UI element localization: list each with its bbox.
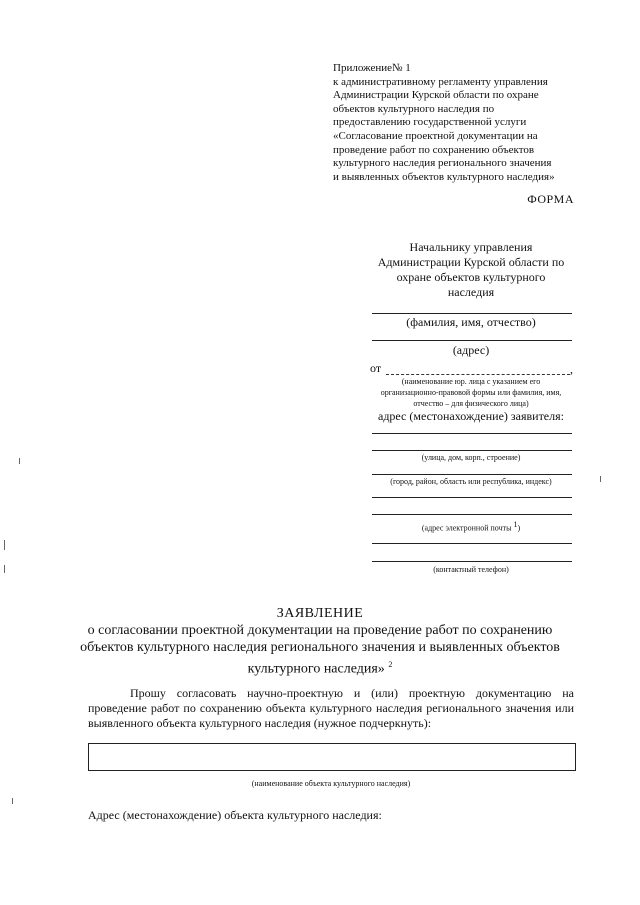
applicant-caption: (наименование юр. лица с указанием его организационно-правовой формы или фамилия, имя, отчество – для физического лица)	[380, 377, 562, 408]
appendix-line: и выявленных объектов культурного наследия»	[333, 170, 555, 183]
addressee-line: Начальнику управления	[409, 240, 533, 254]
address-caption: (адрес)	[452, 343, 490, 357]
city-field-line[interactable]	[372, 474, 572, 475]
appendix-line: объектов культурного наследия по	[333, 102, 495, 115]
statement-subtitle	[80, 622, 560, 678]
appendix-line: «Согласование проектной документации на	[333, 129, 538, 142]
fio-field-line[interactable]	[372, 313, 572, 314]
address-field-line[interactable]	[372, 340, 572, 341]
email-field-line[interactable]	[372, 514, 572, 515]
subtitle-footnote-marker: 2	[388, 660, 393, 669]
extra-field-line[interactable]	[372, 497, 572, 498]
applicant-field-line[interactable]	[386, 374, 570, 375]
appendix-header	[333, 62, 583, 184]
scan-mark	[12, 798, 13, 804]
appendix-line: Приложение№ 1	[333, 62, 411, 74]
request-paragraph: Прошу согласовать научно-проектную и (или) проектную документацию на проведение работ по сохранению объекта культурного наследия регионального значения или выявленного объекта культурного наследия (нужное подчеркнуть):	[88, 686, 574, 730]
fio-caption: (фамилия, имя, отчество)	[406, 315, 536, 329]
phone-caption: (контактный телефон)	[433, 565, 509, 574]
applicant-address-label: адрес (местонахождение) заявителя:	[378, 409, 564, 423]
scan-mark	[19, 458, 20, 464]
phone-field-line-1[interactable]	[372, 543, 572, 544]
email-caption-close: )	[517, 523, 521, 533]
appendix-line: к административному регламенту управления	[333, 75, 548, 88]
email-caption-text: (адрес электронной почты	[421, 523, 512, 533]
appendix-line: Администрации Курской области по охране	[333, 89, 539, 102]
statement-title: ЗАЯВЛЕНИЕ	[276, 606, 364, 621]
statement-subtitle-text: о согласовании проектной документации на проведение работ по сохранению объектов культурного наследия регионального значения и выявленных объектов культурного наследия»	[80, 623, 560, 677]
object-name-field[interactable]	[88, 743, 576, 771]
phone-field-line[interactable]	[372, 561, 572, 562]
from-trailing-comma: ,	[570, 362, 573, 376]
email-caption	[368, 519, 574, 534]
addressee-block	[368, 240, 574, 300]
street-caption: (улица, дом, корп., строение)	[421, 453, 521, 462]
appendix-line: культурного наследия регионального значения	[333, 157, 552, 170]
addressee-line: наследия	[447, 285, 495, 299]
object-name-caption: (наименование объекта культурного наследия)	[251, 779, 411, 788]
appendix-line: проведение работ по сохранению объектов	[333, 143, 535, 156]
scan-mark	[600, 476, 601, 482]
applicant-address-line-1[interactable]	[372, 433, 572, 434]
addressee-line: охране объектов культурного	[396, 270, 546, 284]
addressee-line: Администрации Курской области по	[377, 255, 565, 269]
appendix-line: предоставлению государственной услуги	[333, 116, 527, 129]
scan-mark	[4, 540, 5, 550]
street-field-line[interactable]	[372, 450, 572, 451]
scan-mark	[4, 565, 5, 573]
form-label: ФОРМА	[527, 192, 574, 206]
city-caption: (город, район, область или республика, индекс)	[390, 477, 552, 486]
email-footnote-marker: 1	[513, 520, 518, 529]
from-label: от	[370, 361, 382, 375]
object-address-label: Адрес (местонахождение) объекта культурного наследия:	[88, 808, 382, 822]
